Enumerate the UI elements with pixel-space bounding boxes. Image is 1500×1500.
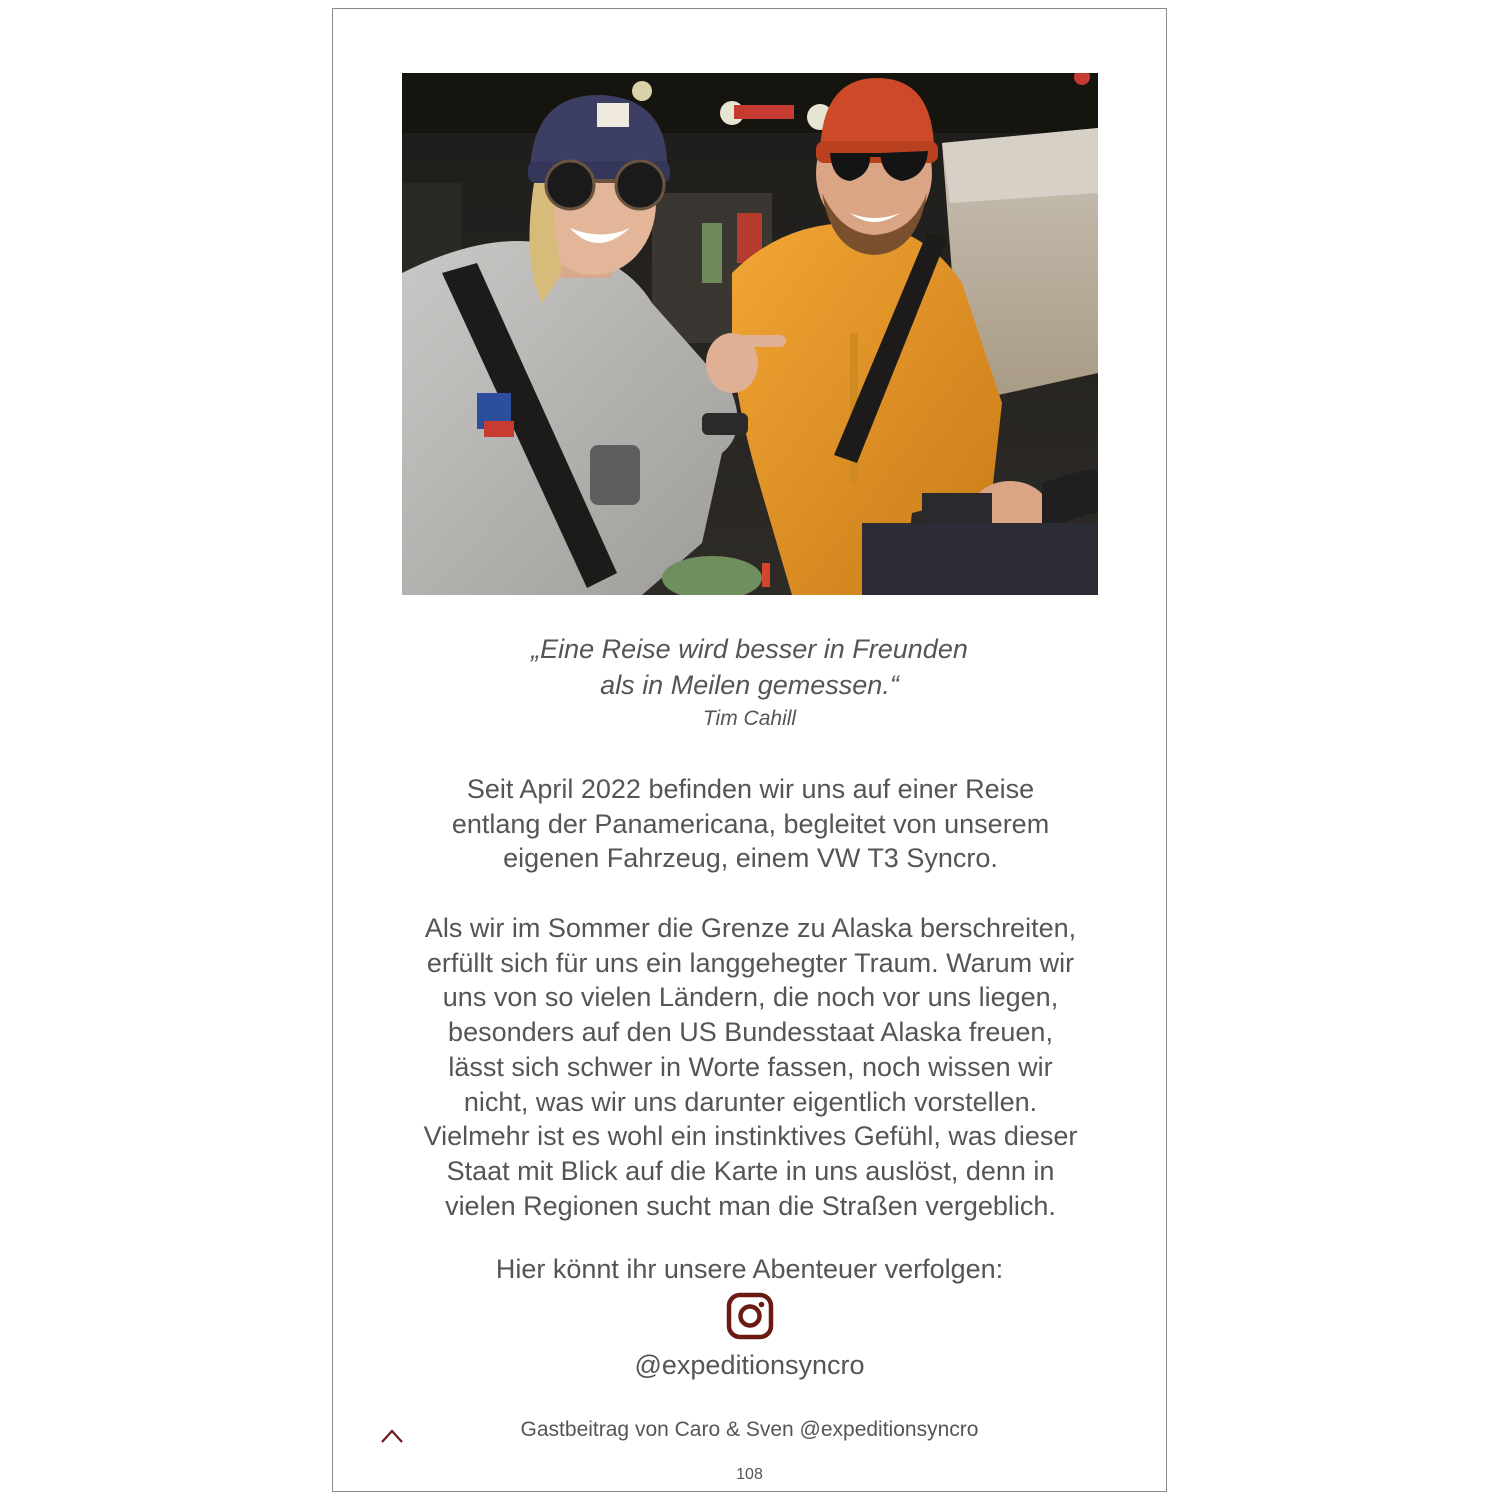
calendar-page <box>332 8 1167 1492</box>
body-line: vielen Regionen sucht man die Straßen vergeblich. <box>445 1190 1056 1221</box>
body-line: Staat mit Blick auf die Karte in uns auslöst, denn in <box>446 1155 1055 1186</box>
instagram-icon[interactable] <box>726 1292 774 1340</box>
body-line: Seit April 2022 befinden wir uns auf einer Reise <box>466 774 1035 804</box>
body-paragraph-1 <box>373 772 1128 876</box>
body-line: Als wir im Sommer die Grenze zu Alaska berschreiten, <box>424 913 1077 943</box>
travel-photo <box>402 73 1098 595</box>
quote-author: Tim Cahill <box>702 707 797 730</box>
quote <box>333 631 1166 703</box>
photo-illustration <box>402 73 1098 595</box>
body-line: uns von so vielen Ländern, die noch vor uns liegen, <box>442 982 1059 1013</box>
body-line: erfüllt sich für uns ein langgehegter Traum. Warum wir <box>426 947 1075 978</box>
instagram-handle-link[interactable]: @expeditionsyncro <box>634 1350 865 1380</box>
quote-line-2: als in Meilen gemessen.“ <box>600 670 899 700</box>
body-paragraph-2 <box>373 911 1128 1223</box>
page-number: 108 <box>736 1466 763 1483</box>
follow-text: Hier könnt ihr unsere Abenteuer verfolgen: <box>495 1254 1004 1284</box>
body-line: entlang der Panamericana, begleitet von unserem <box>451 808 1050 839</box>
guest-post-credit: Gastbeitrag von Caro & Sven @expeditionsyncro <box>520 1418 979 1441</box>
body-line: eigenen Fahrzeug, einem VW T3 Syncro. <box>503 843 998 874</box>
body-line: lässt sich schwer in Worte fassen, noch wissen wir <box>448 1051 1053 1082</box>
quote-line-1: „Eine Reise wird besser in Freunden <box>531 634 968 664</box>
body-line: Vielmehr ist es wohl ein instinktives Gefühl, was dieser <box>423 1121 1078 1152</box>
body-line: nicht, was wir uns darunter eigentlich vorstellen. <box>463 1086 1038 1117</box>
body-line: besonders auf den US Bundesstaat Alaska freuen, <box>448 1017 1053 1048</box>
